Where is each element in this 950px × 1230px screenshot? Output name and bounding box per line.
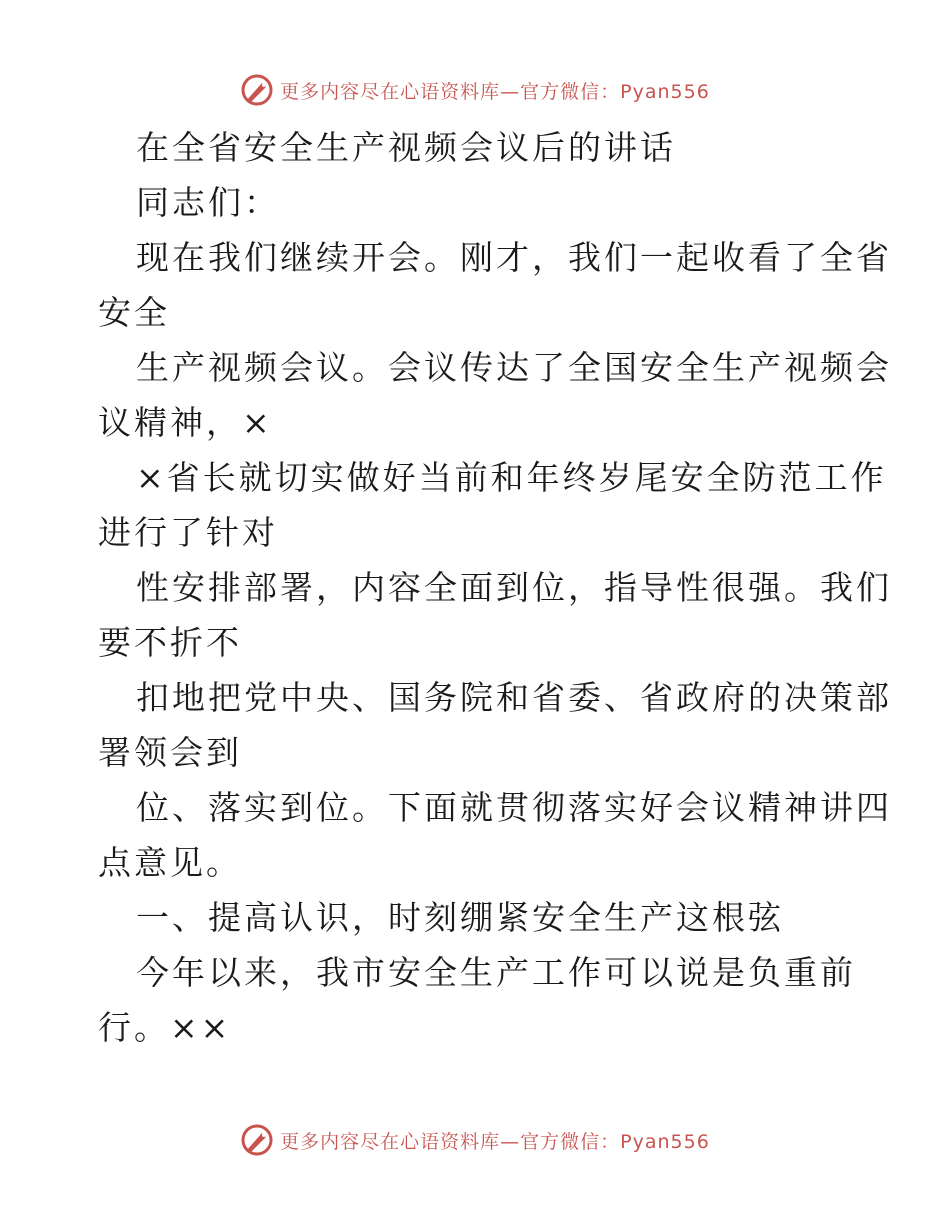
paragraph-line: 安全 — [98, 293, 170, 332]
paragraph-line: 现在我们继续开会。刚才，我们一起收看了全省 — [136, 238, 892, 277]
paragraph-line: 点意见。 — [98, 843, 242, 882]
paragraph-line: 性安排部署，内容全面到位，指导性很强。我们 — [136, 568, 892, 607]
watermark-text: 更多内容尽在心语资料库—官方微信：Pyan556 — [280, 1130, 710, 1153]
pen-logo-icon — [240, 1123, 274, 1157]
paragraph-line: 进行了针对 — [98, 513, 278, 552]
watermark-header — [0, 70, 950, 110]
document-title: 在全省安全生产视频会议后的讲话 — [136, 128, 676, 167]
paragraph-line: 议精神，× — [98, 403, 273, 442]
paragraph-line: 生产视频会议。会议传达了全国安全生产视频会 — [136, 348, 892, 387]
watermark-footer — [0, 1120, 950, 1160]
pen-logo-icon — [240, 73, 274, 107]
paragraph-line: ×省长就切实做好当前和年终岁尾安全防范工作 — [136, 458, 887, 497]
paragraph-line: 位、落实到位。下面就贯彻落实好会议精神讲四 — [136, 788, 892, 827]
paragraph-line: 扣地把党中央、国务院和省委、省政府的决策部 — [136, 678, 892, 717]
salutation: 同志们： — [136, 183, 280, 222]
paragraph-line: 要不折不 — [98, 623, 242, 662]
paragraph-line: 行。×× — [98, 1008, 232, 1047]
paragraph-line: 今年以来，我市安全生产工作可以说是负重前 — [136, 953, 856, 992]
section-heading: 一、提高认识，时刻绷紧安全生产这根弦 — [136, 898, 784, 937]
paragraph-line: 署领会到 — [98, 733, 242, 772]
watermark-text: 更多内容尽在心语资料库—官方微信：Pyan556 — [280, 80, 710, 103]
document-body — [98, 120, 892, 1055]
